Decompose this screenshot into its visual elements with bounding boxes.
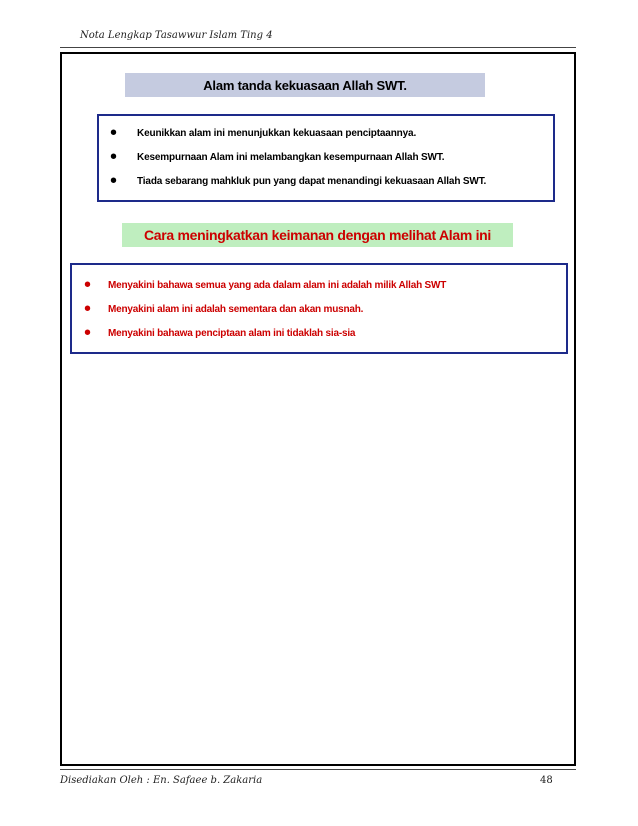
subsection-title: Cara meningkatkan keimanan dengan melihat Alam ini — [122, 223, 513, 247]
way-text: Menyakini bahawa penciptaan alam ini tidaklah sia-sia — [108, 327, 356, 339]
list-item — [72, 297, 566, 321]
footer-rule — [60, 769, 576, 770]
bullet-icon: • — [110, 170, 118, 192]
section-title: Alam tanda kekuasaan Allah SWT. — [125, 73, 485, 97]
bullet-icon: • — [110, 122, 118, 144]
points-box — [97, 114, 555, 202]
ways-box — [70, 263, 568, 354]
footer-author: Disediakan Oleh : En. Safaee b. Zakaria — [60, 775, 263, 786]
list-item — [99, 169, 553, 193]
bullet-icon: • — [84, 322, 92, 344]
point-text: Tiada sebarang mahkluk pun yang dapat menandingi kekuasaan Allah SWT. — [137, 175, 487, 187]
list-item — [72, 273, 566, 297]
list-item — [99, 145, 553, 169]
bullet-icon: • — [84, 274, 92, 296]
points-list — [99, 116, 553, 193]
list-item — [99, 121, 553, 145]
page-number: 48 — [540, 775, 553, 786]
bullet-icon: • — [84, 298, 92, 320]
list-item — [72, 321, 566, 345]
point-text: Kesempurnaan Alam ini melambangkan kesempurnaan Allah SWT. — [137, 151, 445, 163]
header-rule — [60, 47, 576, 48]
way-text: Menyakini bahawa semua yang ada dalam alam ini adalah milik Allah SWT — [108, 279, 447, 291]
page-header: Nota Lengkap Tasawwur Islam Ting 4 — [80, 30, 273, 41]
point-text: Keunikkan alam ini menunjukkan kekuasaan penciptaannya. — [137, 127, 417, 139]
way-text: Menyakini alam ini adalah sementara dan akan musnah. — [108, 303, 364, 315]
bullet-icon: • — [110, 146, 118, 168]
ways-list — [72, 265, 566, 345]
